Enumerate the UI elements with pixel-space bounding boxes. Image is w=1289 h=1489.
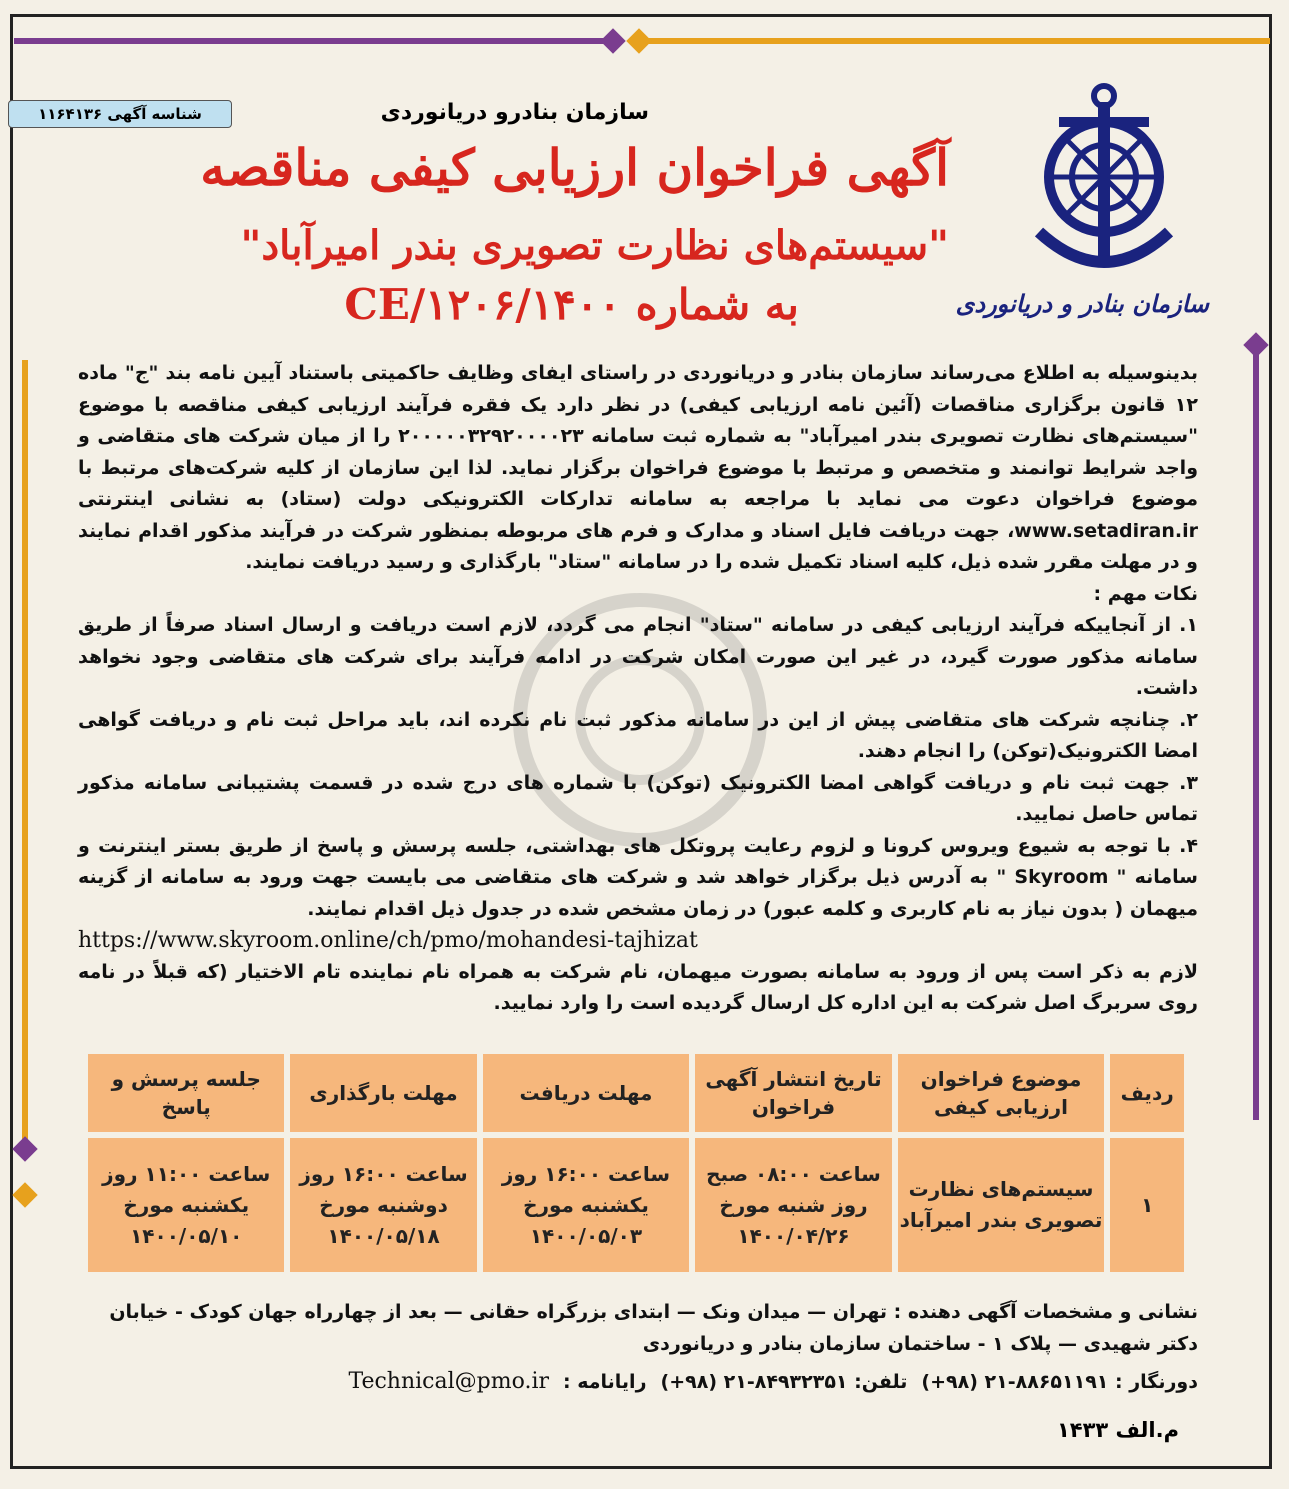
org-name: سازمان بنادرو دریانوردی: [380, 100, 649, 125]
header-upload: مهلت بارگذاری: [290, 1054, 476, 1132]
notes-heading: نکات مهم :: [1093, 582, 1198, 605]
header-subject: موضوع فراخوان ارزیابی کیفی: [898, 1054, 1105, 1132]
top-border-gold: [640, 38, 1270, 44]
tender-number: به شماره ۱۴۰۰/CE/۱۲۰۶: [344, 280, 799, 329]
fax-number: دورنگار : ۸۸۶۵۱۱۹۱-۲۱ (۹۸+): [921, 1371, 1198, 1393]
cell-receive: ساعت ۱۶:۰۰ روز یکشنبه مورخ ۱۴۰۰/۰۵/۰۳: [483, 1138, 690, 1272]
footer-address: [80, 1296, 1198, 1360]
left-border-gold: [22, 360, 28, 1140]
ad-id-badge: شناسه آگهی ۱۱۶۴۱۳۶: [8, 100, 232, 128]
top-border-purple: [14, 38, 604, 44]
cell-upload: ساعت ۱۶:۰۰ روز دوشنبه مورخ ۱۴۰۰/۰۵/۱۸: [290, 1138, 476, 1272]
closing-paragraph: لازم به ذکر است پس از ورود به سامانه بصورت میهمان، نام شرکت به همراه نام نماینده تام الاختیار (که قبلاً در نامه روی سربرگ اصل شرکت به این اداره کل ارسال گردیده است را وارد نمایید.: [78, 960, 1198, 1014]
anchor-logo-icon: [1019, 82, 1189, 282]
right-border-purple: [1253, 340, 1259, 1120]
contact-line: [190, 1366, 1198, 1398]
address-text: نشانی و مشخصات آگهی دهنده : تهران — میدان ونک — ابتدای بزرگراه حقانی — بعد از چهارراه جهان کودک - خیابان دکتر شهیدی — پلاک ۱ - ساختمان سازمان بنادر و دریانوردی: [109, 1301, 1198, 1355]
page-subtitle: "سیستم‌های نظارت تصویری بندر امیرآباد": [240, 222, 949, 269]
cell-session: ساعت ۱۱:۰۰ روز یکشنبه مورخ ۱۴۰۰/۰۵/۱۰: [88, 1138, 284, 1272]
header-session: جلسه پرسش و پاسخ: [88, 1054, 284, 1132]
email-link[interactable]: Technical@pmo.ir: [348, 1369, 550, 1394]
table-header-row: [88, 1054, 1184, 1132]
note-1: ۱. از آنجاییکه فرآیند ارزیابی کیفی در سامانه "ستاد" انجام می گردد، لازم است دریافت و ارسال اسناد صرفاً از طریق سامانه مذکور صورت گیرد، در غیر این صورت امکان شرکت در ادامه فرآیند برای شرکت های متقاضی وجود نخواهد داشت.: [78, 614, 1198, 699]
email-label: رایانامه :: [563, 1371, 647, 1393]
header-receive: مهلت دریافت: [483, 1054, 690, 1132]
note-3: ۳. جهت ثبت نام و دریافت گواهی امضا الکترونیک (توکن) با شماره های درج شده در قسمت پشتیبانی سامانه مذکور تماس حاصل نمایید.: [78, 771, 1198, 825]
cell-index: ۱: [1110, 1138, 1184, 1272]
intro-paragraph: بدینوسیله به اطلاع می‌رساند سازمان بنادر و دریانوردی در راستای ایفای وظایف حاکمیتی باستناد آیین نامه بند "ج" ماده ۱۲ قانون برگزاری مناقصات (آئین نامه ارزیابی کیفی) در نظر دارد یک فقره فرآیند ارزیابی کیفی مناقصه با موضوع "سیستم‌های نظارت تصویری بندر امیرآباد" به شماره ثبت سامانه ۲۰۰۰۰۰۳۲۹۲۰۰۰۰۲۳ را از میان شرکت های متقاضی و واجد شرایط توانمند و متخصص و مرتبط با موضوع فراخوان برگزار نماید. لذا این سازمان از کلیه شرکت‌های مرتبط با موضوع فراخوان دعوت می نماید با مراجعه به سامانه تدارکات الکترونیکی دولت (ستاد) به نشانی اینترنتی www.setadiran.ir، جهت دریافت فایل اسناد و مدارک و فرم های مربوطه بمنظور شرکت در فرآیند مذکور اقدام نمایند و در مهلت مقرر شده ذیل، کلیه اسناد تکمیل شده را در سامانه "ستاد" بارگذاری و رسید دریافت نمایند.: [78, 362, 1199, 573]
note-4: ۴. با توجه به شیوع ویروس کرونا و لزوم رعایت پروتکل های بهداشتی، جلسه پرسش و پاسخ از طریق بستر اینترنت و سامانه " Skyroom " به آدرس ذیل برگزار خواهد شد و شرکت های متقاضی می بایست جهت ورود به سامانه از گزینه میهمان ( بدون نیاز به نام کاربری و کلمه عبور) در زمان مشخص شده در جدول ذیل اقدام نمایند.: [78, 834, 1198, 920]
table-row: [88, 1138, 1184, 1272]
header-publish: تاریخ انتشار آگهی فراخوان: [695, 1054, 891, 1132]
header-index: ردیف: [1110, 1054, 1184, 1132]
logo-caption: سازمان بنادر و دریانوردی: [955, 290, 1209, 318]
page-title: آگهی فراخوان ارزیابی کیفی مناقصه: [200, 138, 949, 197]
note-2: ۲. چنانچه شرکت های متقاضی پیش از این در سامانه مذکور ثبت نام نکرده اند، باید مراحل ثبت نام و دریافت گواهی امضا الکترونیک(توکن) را انجام دهند.: [78, 708, 1198, 762]
ad-code: م.الف ۱۴۳۳: [1056, 1418, 1179, 1442]
cell-subject: سیستم‌های نظارت تصویری بندر امیرآباد: [898, 1138, 1105, 1272]
cell-publish: ساعت ۰۸:۰۰ صبح روز شنبه مورخ ۱۴۰۰/۰۴/۲۶: [695, 1138, 891, 1272]
schedule-table: [82, 1048, 1190, 1278]
skyroom-url[interactable]: https://www.skyroom.online/ch/pmo/mohandesi-tajhizat: [78, 928, 698, 953]
phone-number: تلفن: ۸۴۹۳۲۳۵۱-۲۱ (۹۸+): [660, 1371, 908, 1393]
announcement-body: [78, 358, 1198, 1020]
